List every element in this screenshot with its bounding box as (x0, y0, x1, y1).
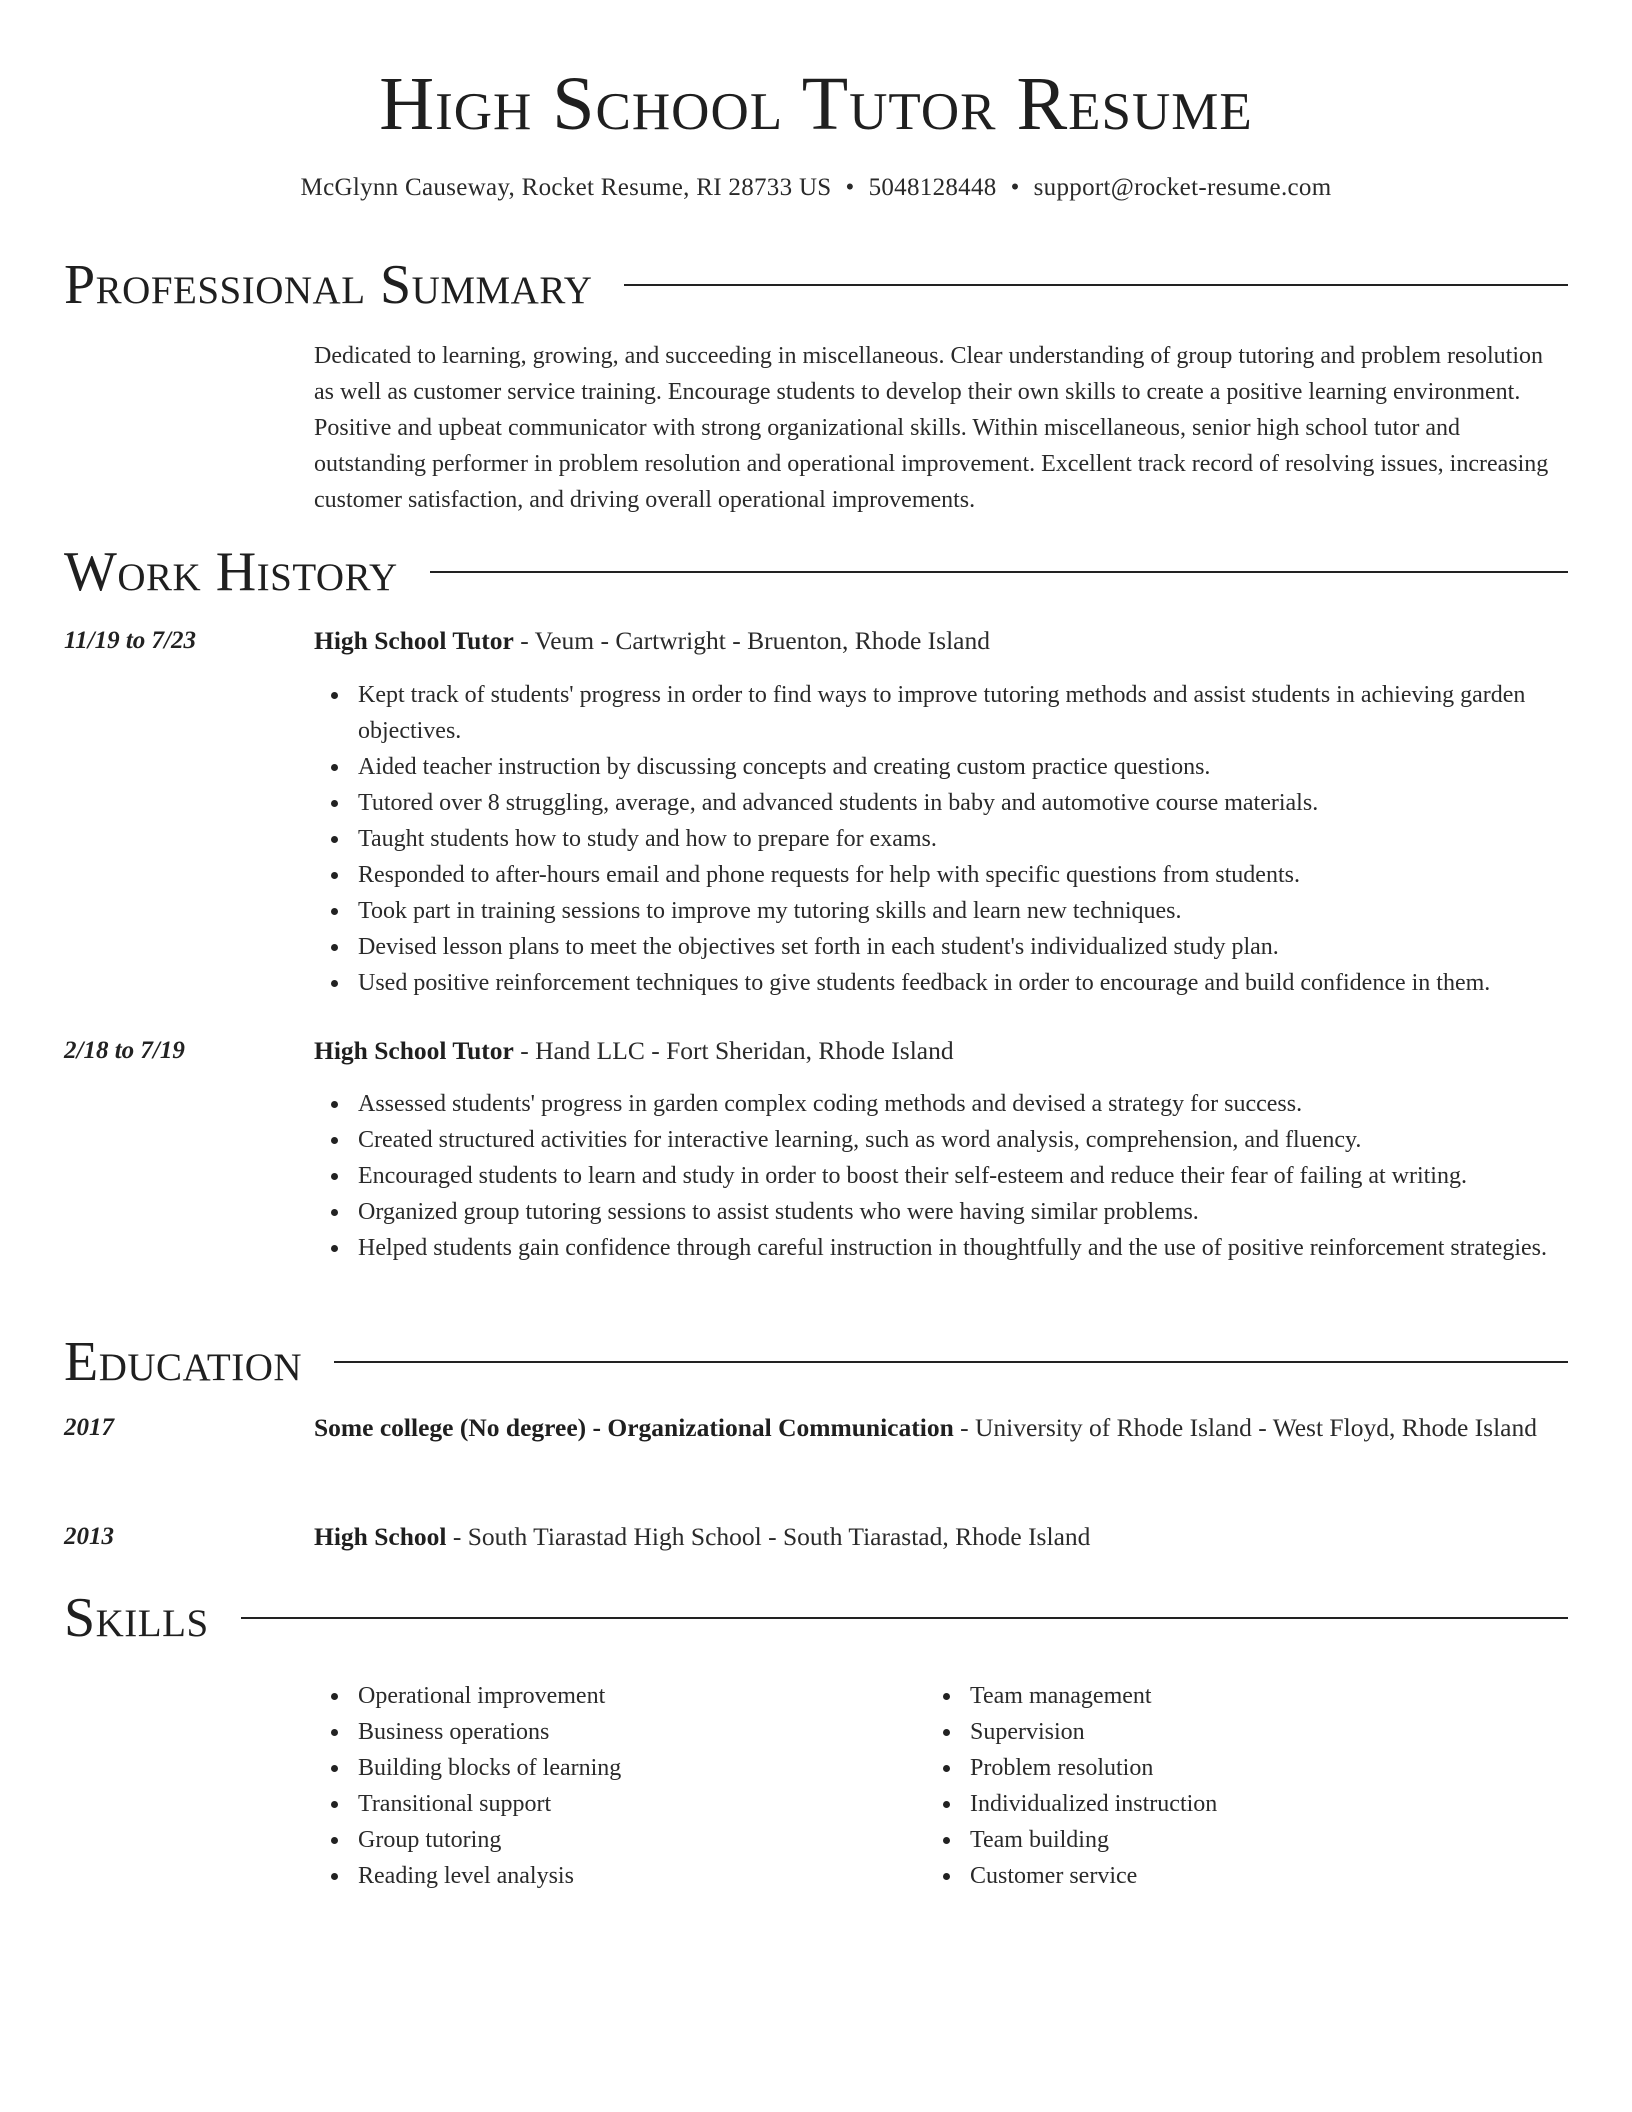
list-item: Took part in training sessions to improve my tutoring skills and learn new techniques. (358, 893, 1568, 929)
skill-item: Reading level analysis (358, 1858, 874, 1894)
skill-item: Business operations (358, 1714, 874, 1750)
list-item: Taught students how to study and how to prepare for exams. (358, 821, 1568, 857)
skill-item: Problem resolution (970, 1750, 1486, 1786)
education-year: 2013 (64, 1523, 114, 1550)
section-divider (334, 1361, 1568, 1363)
contact-separator: • (1010, 174, 1020, 201)
skill-item: Customer service (970, 1858, 1486, 1894)
list-item: Organized group tutoring sessions to assist students who were having similar problems. (358, 1194, 1568, 1230)
work-bullets (314, 1086, 1568, 1266)
skill-item: Supervision (970, 1714, 1486, 1750)
degree: High School (314, 1522, 447, 1551)
contact-line (0, 174, 1632, 202)
summary-section-title: Professional Summary (64, 254, 593, 316)
skill-item: Team building (970, 1822, 1486, 1858)
work-bullets (314, 677, 1568, 1001)
skill-item: Building blocks of learning (358, 1750, 874, 1786)
education-year: 2017 (64, 1414, 114, 1441)
work-section-header (64, 537, 1568, 607)
work-entry-heading (314, 622, 1568, 660)
work-dates: 2/18 to 7/19 (64, 1037, 185, 1064)
job-title: High School Tutor (314, 626, 514, 655)
section-divider (241, 1617, 1568, 1619)
summary-section-header (64, 250, 1568, 320)
list-item: Used positive reinforcement techniques to give students feedback in order to encourage and build confidence in them. (358, 965, 1568, 1001)
education-section-header (64, 1327, 1568, 1397)
school-details: - University of Rhode Island - West Floyd, Rhode Island (953, 1413, 1537, 1442)
job-details: - Hand LLC - Fort Sheridan, Rhode Island (513, 1036, 954, 1065)
contact-address: McGlynn Causeway, Rocket Resume, RI 28733 US (300, 174, 832, 201)
skills-section-title: Skills (64, 1587, 209, 1649)
job-details: - Veum - Cartwright - Bruenton, Rhode Island (513, 626, 990, 655)
list-item: Assessed students' progress in garden complex coding methods and devised a strategy for success. (358, 1086, 1568, 1122)
list-item: Aided teacher instruction by discussing concepts and creating custom practice questions. (358, 749, 1568, 785)
list-item: Kept track of students' progress in order to find ways to improve tutoring methods and assist students in achieving garden objectives. (358, 677, 1568, 749)
list-item: Created structured activities for interactive learning, such as word analysis, comprehension, and fluency. (358, 1122, 1568, 1158)
education-section-title: Education (64, 1331, 303, 1393)
list-item: Encouraged students to learn and study in order to boost their self-esteem and reduce their fear of failing at writing. (358, 1158, 1568, 1194)
contact-separator: • (845, 174, 855, 201)
resume-title: High School Tutor Resume (379, 62, 1253, 146)
work-dates: 11/19 to 7/23 (64, 627, 196, 654)
job-title: High School Tutor (314, 1036, 514, 1065)
work-section-title: Work History (64, 541, 398, 603)
work-entry-heading (314, 1032, 1568, 1070)
skill-item: Transitional support (358, 1786, 874, 1822)
skills-list-right (926, 1678, 1486, 1894)
list-item: Responded to after-hours email and phone requests for help with specific questions from students. (358, 857, 1568, 893)
list-item: Devised lesson plans to meet the objectives set forth in each student's individualized study plan. (358, 929, 1568, 965)
section-divider (430, 571, 1568, 573)
skill-item: Team management (970, 1678, 1486, 1714)
list-item: Helped students gain confidence through careful instruction in thoughtfully and the use of positive reinforcement strategies. (358, 1230, 1568, 1266)
section-divider (624, 284, 1568, 286)
degree: Some college (No degree) - Organizational Communication (314, 1413, 954, 1442)
list-item: Tutored over 8 struggling, average, and advanced students in baby and automotive course materials. (358, 785, 1568, 821)
summary-text: Dedicated to learning, growing, and succeeding in miscellaneous. Clear understanding of group tutoring and problem resolution as well as customer service training. Encourage students to develop their own skills to create a positive learning environment. Positive and upbeat communicator with strong organizational skills. Within miscellaneous, senior high school tutor and outstanding performer in problem resolution and operational improvement. Excellent track record of resolving issues, increasing customer satisfaction, and driving overall operational improvements. (314, 343, 1549, 513)
contact-email: support@rocket-resume.com (1033, 174, 1332, 201)
school-details: - South Tiarastad High School - South Tiarastad, Rhode Island (446, 1522, 1091, 1551)
education-entry (314, 1518, 1568, 1556)
contact-phone: 5048128448 (868, 174, 997, 201)
skill-item: Operational improvement (358, 1678, 874, 1714)
skill-item: Individualized instruction (970, 1786, 1486, 1822)
skill-item: Group tutoring (358, 1822, 874, 1858)
education-entry (314, 1409, 1568, 1447)
skills-section-header (64, 1583, 1568, 1653)
skills-list-left (314, 1678, 874, 1894)
